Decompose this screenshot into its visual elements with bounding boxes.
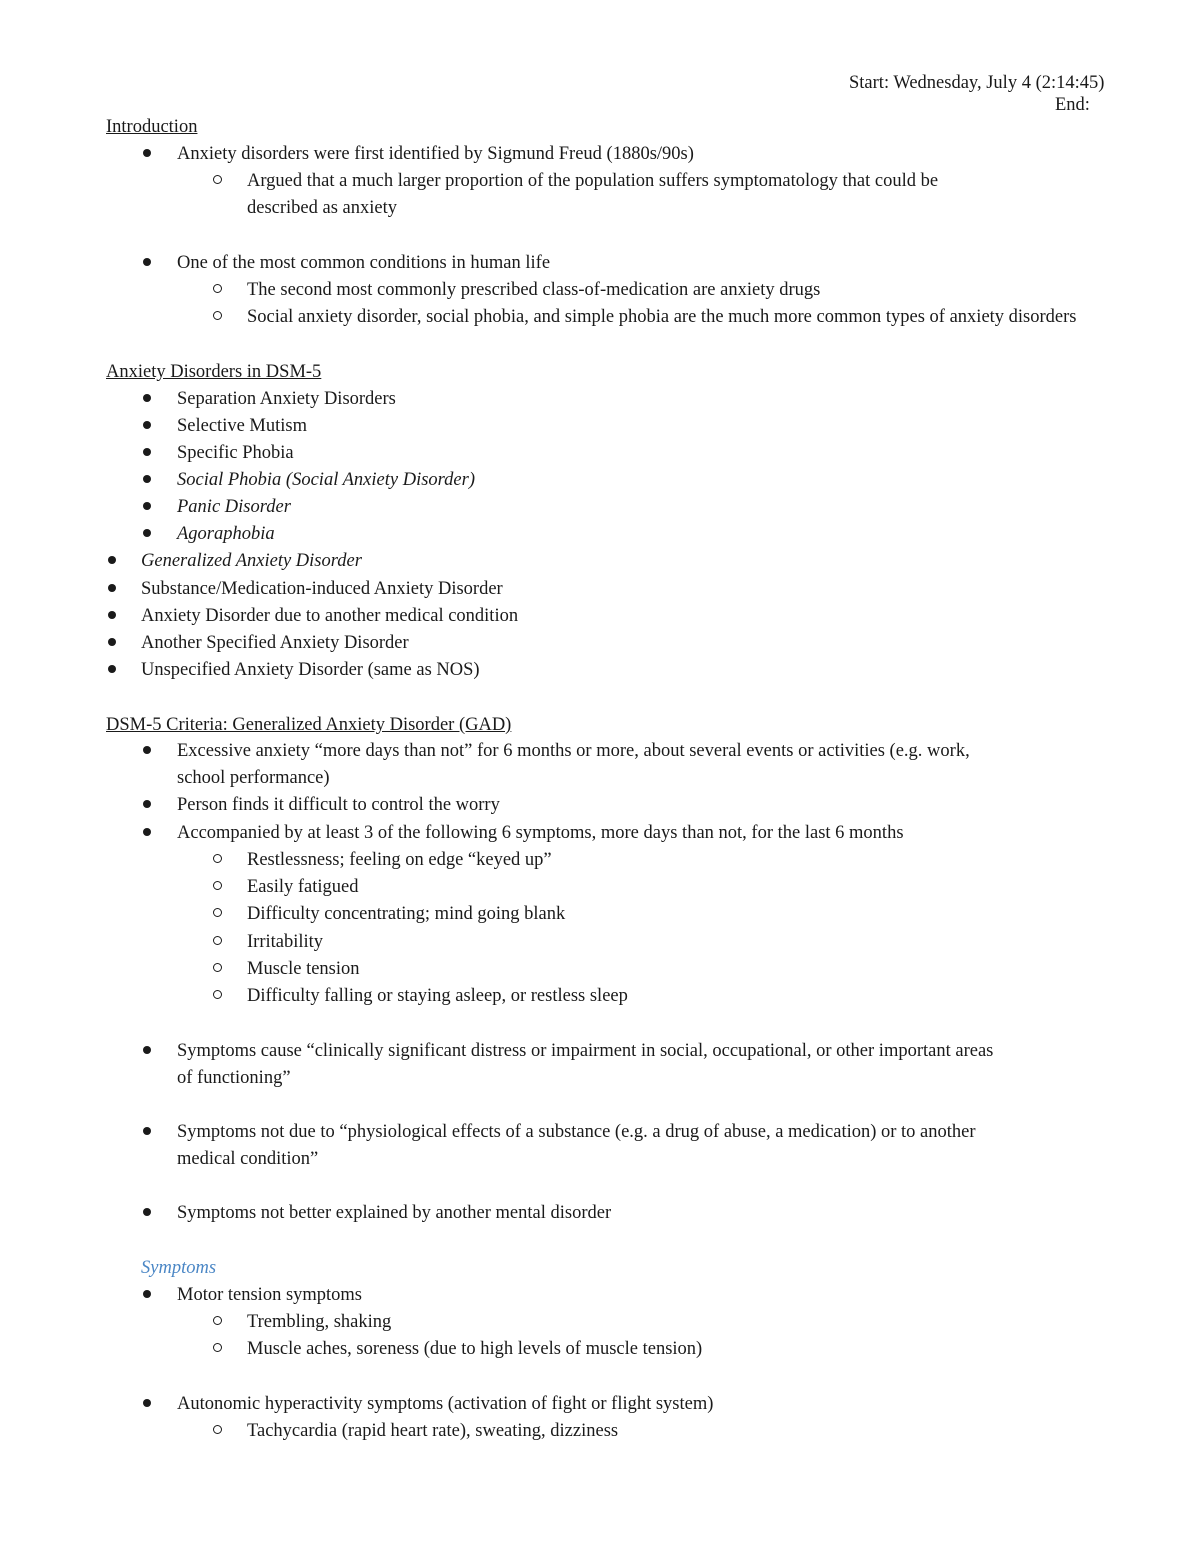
gad-criterion-5-line2: medical condition” bbox=[177, 1149, 319, 1169]
dsm-list-item: Generalized Anxiety Disorder bbox=[141, 551, 362, 571]
bullet-icon bbox=[102, 630, 122, 657]
sub-bullet-icon bbox=[207, 901, 227, 928]
intro-sub-bullet-2: The second most commonly prescribed class-of-medication are anxiety drugs bbox=[247, 280, 821, 300]
bullet-icon bbox=[137, 521, 157, 548]
bullet-icon bbox=[137, 738, 157, 765]
sub-bullet-icon bbox=[207, 168, 227, 195]
dsm-list-item: Separation Anxiety Disorders bbox=[177, 389, 396, 409]
gad-criterion-5-line1: Symptoms not due to “physiological effects of a substance (e.g. a drug of abuse, a medication) or to another bbox=[177, 1122, 976, 1142]
intro-sub-bullet-1-line1: Argued that a much larger proportion of the population suffers symptomatology that could be bbox=[247, 171, 939, 191]
dsm-list-item: Unspecified Anxiety Disorder (same as NOS) bbox=[141, 660, 480, 680]
dsm-list-item: Social Phobia (Social Anxiety Disorder) bbox=[177, 470, 475, 490]
start-timestamp: Start: Wednesday, July 4 (2:14:45) bbox=[849, 73, 1105, 93]
dsm-list-item: Another Specified Anxiety Disorder bbox=[141, 633, 409, 653]
intro-sub-bullet-1-line2: described as anxiety bbox=[247, 198, 397, 218]
bullet-icon bbox=[137, 1200, 157, 1227]
motor-sub-item: Muscle aches, soreness (due to high levels of muscle tension) bbox=[247, 1339, 703, 1359]
bullet-icon bbox=[102, 576, 122, 603]
sub-bullet-icon bbox=[207, 983, 227, 1010]
gad-criterion-6: Symptoms not better explained by another mental disorder bbox=[177, 1203, 612, 1223]
intro-bullet-2: One of the most common conditions in human life bbox=[177, 253, 551, 273]
sub-bullet-icon bbox=[207, 847, 227, 874]
bullet-icon bbox=[102, 657, 122, 684]
bullet-icon bbox=[137, 467, 157, 494]
sub-bullet-icon bbox=[207, 929, 227, 956]
section-heading-introduction: Introduction bbox=[106, 117, 198, 137]
bullet-icon bbox=[137, 1038, 157, 1065]
sub-bullet-icon bbox=[207, 1336, 227, 1363]
sub-bullet-icon bbox=[207, 956, 227, 983]
gad-symptom-item: Difficulty concentrating; mind going blank bbox=[247, 904, 566, 924]
gad-criterion-4-line1: Symptoms cause “clinically significant distress or impairment in social, occupational, or other important areas bbox=[177, 1041, 994, 1061]
sub-bullet-icon bbox=[207, 874, 227, 901]
bullet-icon bbox=[137, 792, 157, 819]
autonomic-item: Autonomic hyperactivity symptoms (activation of fight or flight system) bbox=[177, 1394, 714, 1414]
bullet-icon bbox=[137, 386, 157, 413]
bullet-icon bbox=[137, 1282, 157, 1309]
motor-tension-item: Motor tension symptoms bbox=[177, 1285, 363, 1305]
sub-bullet-icon bbox=[207, 304, 227, 331]
gad-criterion-3: Accompanied by at least 3 of the following 6 symptoms, more days than not, for the last 6 months bbox=[177, 823, 904, 843]
sub-bullet-icon bbox=[207, 1418, 227, 1445]
autonomic-sub-item: Tachycardia (rapid heart rate), sweating, dizziness bbox=[247, 1421, 619, 1441]
intro-bullet-1: Anxiety disorders were first identified by Sigmund Freud (1880s/90s) bbox=[177, 144, 694, 164]
bullet-icon bbox=[137, 413, 157, 440]
gad-symptom-item: Easily fatigued bbox=[247, 877, 359, 897]
bullet-icon bbox=[137, 141, 157, 168]
bullet-icon bbox=[137, 1119, 157, 1146]
end-timestamp: End: bbox=[1055, 95, 1090, 115]
bullet-icon bbox=[102, 548, 122, 575]
section-heading-dsm5: Anxiety Disorders in DSM-5 bbox=[106, 362, 322, 382]
dsm-list-item: Substance/Medication-induced Anxiety Disorder bbox=[141, 579, 503, 599]
dsm-list-item: Specific Phobia bbox=[177, 443, 294, 463]
gad-criterion-1-line2: school performance) bbox=[177, 768, 330, 788]
gad-criterion-2: Person finds it difficult to control the worry bbox=[177, 795, 500, 815]
dsm-list-item: Agoraphobia bbox=[177, 524, 275, 544]
bullet-icon bbox=[137, 820, 157, 847]
bullet-icon bbox=[137, 1391, 157, 1418]
dsm-list-item: Selective Mutism bbox=[177, 416, 307, 436]
bullet-icon bbox=[137, 250, 157, 277]
dsm-list-item: Anxiety Disorder due to another medical condition bbox=[141, 606, 519, 626]
bullet-icon bbox=[137, 494, 157, 521]
sub-bullet-icon bbox=[207, 1309, 227, 1336]
motor-sub-item: Trembling, shaking bbox=[247, 1312, 392, 1332]
gad-criterion-1-line1: Excessive anxiety “more days than not” for 6 months or more, about several events or activities (e.g. work, bbox=[177, 741, 970, 761]
intro-sub-bullet-3: Social anxiety disorder, social phobia, and simple phobia are the much more common types of anxiety disorders bbox=[247, 307, 1077, 327]
gad-symptom-item: Irritability bbox=[247, 932, 324, 952]
gad-symptom-item: Restlessness; feeling on edge “keyed up” bbox=[247, 850, 552, 870]
section-heading-gad-criteria: DSM-5 Criteria: Generalized Anxiety Disorder (GAD) bbox=[106, 715, 512, 735]
dsm-list-item: Panic Disorder bbox=[177, 497, 291, 517]
gad-criterion-4-line2: of functioning” bbox=[177, 1068, 291, 1088]
gad-symptom-item: Difficulty falling or staying asleep, or restless sleep bbox=[247, 986, 628, 1006]
section-heading-symptoms: Symptoms bbox=[141, 1258, 217, 1278]
bullet-icon bbox=[102, 603, 122, 630]
sub-bullet-icon bbox=[207, 277, 227, 304]
bullet-icon bbox=[137, 440, 157, 467]
gad-symptom-item: Muscle tension bbox=[247, 959, 360, 979]
